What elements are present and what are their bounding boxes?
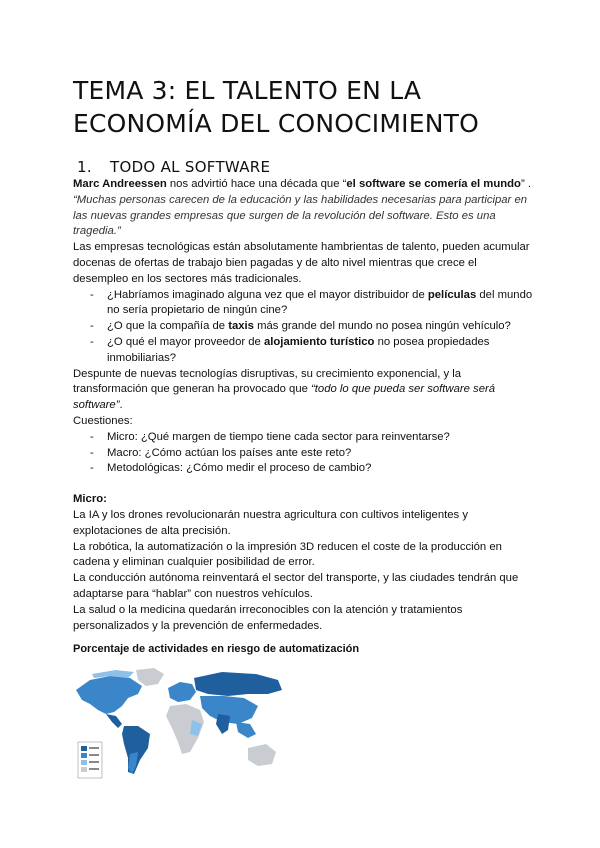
micro-paragraph: La salud o la medicina quedarán irreconocibles con la atención y tratamientos personalizados y la prevención de enfermedades. (73, 603, 463, 632)
software-quote: “todo lo que pueda ser software será software” (73, 383, 496, 412)
title-line-1: TEMA 3: EL TALENTO EN LA (73, 76, 422, 105)
section-heading (77, 158, 270, 176)
cuestiones-list (73, 430, 533, 477)
map-southeast-asia (236, 722, 256, 738)
map-north-america (76, 676, 142, 714)
list-item: - Metodológicas: ¿Cómo medir el proceso de cambio? (73, 461, 533, 477)
intro-bold-quote: el software se comería el mundo (346, 178, 521, 190)
document-body (73, 177, 533, 634)
title-line-2: ECONOMÍA DEL CONOCIMIENTO (73, 109, 479, 138)
document-title (73, 74, 479, 140)
map-greenland (136, 668, 164, 686)
micro-paragraph: La conducción autónoma reinventará el sector del transporte, y las ciudades tendrán que adaptarse para “hablar” con nuestros vehículos. (73, 572, 519, 600)
map-central-america (106, 714, 122, 728)
intro-paragraph (73, 177, 533, 193)
micro-label: Micro: (73, 493, 107, 506)
world-map-image (72, 664, 290, 782)
map-south-america (122, 726, 150, 774)
section-number: 1. (77, 158, 92, 176)
map-russia (194, 672, 282, 696)
map-europe (168, 682, 196, 702)
intro-text-a: nos advirtió hace una década que “ (166, 178, 347, 190)
author-name: Marc Andreessen (73, 178, 167, 190)
map-title: Porcentaje de actividades en riesgo de automatización (73, 643, 360, 655)
map-india (216, 714, 230, 734)
list-item: - ¿Habríamos imaginado alguna vez que el mayor distribuidor de películas del mundo no sería propietario de ningún cine? (73, 288, 533, 320)
paragraph-disruptive: Despunte de nuevas tecnologías disruptivas, su crecimiento exponencial, y la transformación que generan ha provocado que “todo lo que pueda ser software será software”. (73, 367, 496, 412)
rhetorical-questions-list (73, 288, 533, 367)
section-heading-text: TODO AL SOFTWARE (110, 158, 271, 176)
list-item: - ¿O que la compañía de taxis más grande del mundo no posea ningún vehículo? (73, 319, 533, 335)
italic-quote: “Muchas personas carecen de la educación y las habilidades necesarias para participar en las nuevas grandes empresas que surgen de la revolución del software. Esto es una tragedia.” (73, 193, 528, 238)
map-australia (248, 744, 276, 766)
list-item: - Micro: ¿Qué margen de tiempo tiene cada sector para reinventarse? (73, 430, 533, 446)
micro-paragraph: La robótica, la automatización o la impresión 3D reducen el coste de la producción en cadena y eliminan cualquier posibilidad de error. (73, 540, 502, 569)
list-item: - ¿O qué el mayor proveedor de alojamiento turístico no posea propiedades inmobiliarias? (73, 335, 533, 367)
paragraph-talent: Las empresas tecnológicas están absolutamente hambrientas de talento, pueden acumular docenas de ofertas de trabajo bien pagadas y de alto nivel mientras que crece el desempleo en los sectores más tradicionales. (73, 241, 530, 285)
intro-text-b: ” . (520, 178, 531, 190)
list-item: - Macro: ¿Cómo actúan los países ante este reto? (73, 446, 533, 462)
micro-paragraph: La IA y los drones revolucionarán nuestra agricultura con cultivos inteligentes y explotaciones de alta precisión. (73, 508, 468, 537)
cuestiones-label: Cuestiones: (73, 414, 133, 427)
